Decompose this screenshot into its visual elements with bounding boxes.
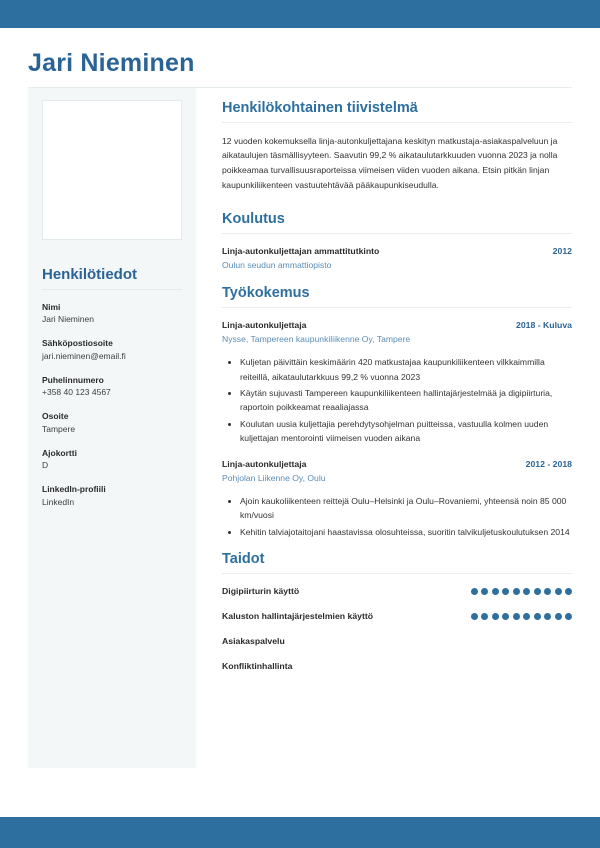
sidebar	[28, 88, 196, 768]
skills-heading: Taidot	[222, 551, 572, 574]
job-date: 2018 - Kuluva	[515, 319, 572, 330]
skill-row	[222, 610, 572, 622]
personal-details-heading: Henkilötiedot	[42, 266, 182, 290]
contact-item-phone	[42, 374, 182, 400]
rating-dot	[492, 613, 499, 620]
rating-dot	[555, 613, 562, 620]
contact-value: +358 40 123 4567	[42, 387, 111, 398]
page-content	[0, 28, 600, 817]
contact-value: Jari Nieminen	[42, 314, 94, 325]
contact-item-license	[42, 447, 182, 473]
job-company: Pohjolan Liikenne Oy, Oulu	[222, 473, 326, 484]
skills-list	[222, 585, 572, 672]
rating-dot	[523, 588, 530, 595]
education-date: 2012	[552, 245, 572, 256]
two-column-layout	[28, 88, 572, 768]
bottom-accent-bar	[0, 817, 600, 848]
rating-dot	[492, 588, 499, 595]
top-accent-bar	[0, 0, 600, 28]
contact-label: Nimi	[42, 301, 61, 312]
job-company: Nysse, Tampereen kaupunkiliikenne Oy, Tampere	[222, 334, 411, 345]
job-bullets	[222, 355, 572, 446]
education-heading: Koulutus	[222, 211, 572, 234]
rating-dot	[502, 613, 509, 620]
rating-dot	[544, 613, 551, 620]
contact-label: LinkedIn-profiili	[42, 484, 106, 494]
bullet-item: • Kuljetan päivittäin keskimäärin 420 matkustajaa kaupunkiliikenteen vilkkaimmilla reiteillä, aikataulutarkkuus 99,2 % vuonna 2023	[240, 355, 572, 384]
summary-heading: Henkilökohtainen tiivistelmä	[222, 100, 572, 123]
rating-dot	[471, 613, 478, 620]
rating-dot	[544, 588, 551, 595]
contact-value[interactable]: jari.nieminen@email.fi	[42, 350, 126, 361]
rating-dot	[565, 613, 572, 620]
job-date: 2012 - 2018	[525, 458, 572, 469]
skill-name: Digipiirturin käyttö	[222, 586, 300, 597]
experience-entry-row	[222, 319, 572, 332]
contact-list	[42, 301, 182, 509]
experience-entry-row	[222, 458, 572, 471]
contact-label: Osoite	[42, 411, 69, 421]
experience-entry	[222, 319, 572, 446]
section-skills	[222, 551, 572, 672]
skill-row	[222, 660, 572, 672]
job-title: Linja-autonkuljettaja	[222, 458, 307, 469]
education-institution: Oulun seudun ammattiopisto	[222, 260, 332, 271]
contact-item-linkedin	[42, 483, 182, 509]
rating-dot	[513, 588, 520, 595]
skill-rating-dots	[471, 588, 573, 595]
contact-value[interactable]: LinkedIn	[42, 496, 75, 507]
education-entry-row	[222, 245, 572, 258]
experience-heading: Työkokemus	[222, 285, 572, 308]
rating-dot	[502, 588, 509, 595]
rating-dot	[555, 588, 562, 595]
education-entry	[222, 245, 572, 273]
main-column	[196, 88, 572, 686]
skill-row	[222, 585, 572, 597]
skill-name: Kaluston hallintajärjestelmien käyttö	[222, 611, 374, 622]
page-title: Jari Nieminen	[28, 49, 195, 77]
skill-name: Konfliktinhallinta	[222, 661, 293, 672]
contact-item-address	[42, 410, 182, 436]
rating-dot	[534, 613, 541, 620]
section-summary	[222, 100, 572, 193]
job-bullets	[222, 494, 572, 539]
contact-value: D	[42, 460, 49, 471]
rating-dot	[471, 588, 478, 595]
bullet-item: • Kehitin talviajotaitojani haastavissa olosuhteissa, suoritin talvikuljetuskoulutuksen 2014	[240, 525, 572, 539]
contact-label: Puhelinnumero	[42, 374, 104, 385]
contact-label: Sähköpostiosoite	[42, 338, 113, 348]
skill-row	[222, 635, 572, 647]
skill-name: Asiakaspalvelu	[222, 636, 285, 647]
rating-dot	[481, 588, 488, 595]
bullet-item: • Käytän sujuvasti Tampereen kaupunkiliikenteen hallintajärjestelmää ja digipiirturia, raportoin poikkeamat reaaliajassa	[240, 386, 572, 415]
bullet-item: • Koulutan uusia kuljettajia perehdytysohjelman puitteissa, vastuulla kolmen uuden kuljettajan mentorointi viimeisen vuoden aikana	[240, 417, 572, 446]
rating-dot	[565, 588, 572, 595]
rating-dot	[513, 613, 520, 620]
skill-rating-dots	[471, 613, 573, 620]
rating-dot	[534, 588, 541, 595]
contact-label: Ajokortti	[42, 447, 77, 458]
rating-dot	[523, 613, 530, 620]
experience-entry	[222, 458, 572, 540]
photo-placeholder	[42, 100, 182, 240]
name-header	[28, 28, 572, 88]
rating-dot	[481, 613, 488, 620]
education-degree: Linja-autonkuljettajan ammattitutkinto	[222, 245, 380, 256]
contact-item-nimi	[42, 301, 182, 327]
contact-item-email	[42, 337, 182, 363]
section-experience	[222, 285, 572, 539]
section-education	[222, 211, 572, 273]
summary-text: 12 vuoden kokemuksella linja-autonkuljettajana keskityn matkustaja-asiakaspalveluun ja aikataulujen täsmällisyyteen. Saavutin 99,2 % aikataulutarkkuuden vuonna 2023 ja nolla poikkeamaa turvallisuusraporteissa viimeisen viiden vuoden aikana. Etsin pitkän linjan kaupunkiliikenteen vastuutehtävää pääkaupunkiseudulla.	[222, 135, 558, 190]
job-title: Linja-autonkuljettaja	[222, 319, 307, 330]
bullet-item: • Ajoin kaukoliikenteen reittejä Oulu–Helsinki ja Oulu–Rovaniemi, yhteensä noin 85 000 km/vuosi	[240, 494, 572, 523]
contact-value: Tampere	[42, 423, 76, 434]
